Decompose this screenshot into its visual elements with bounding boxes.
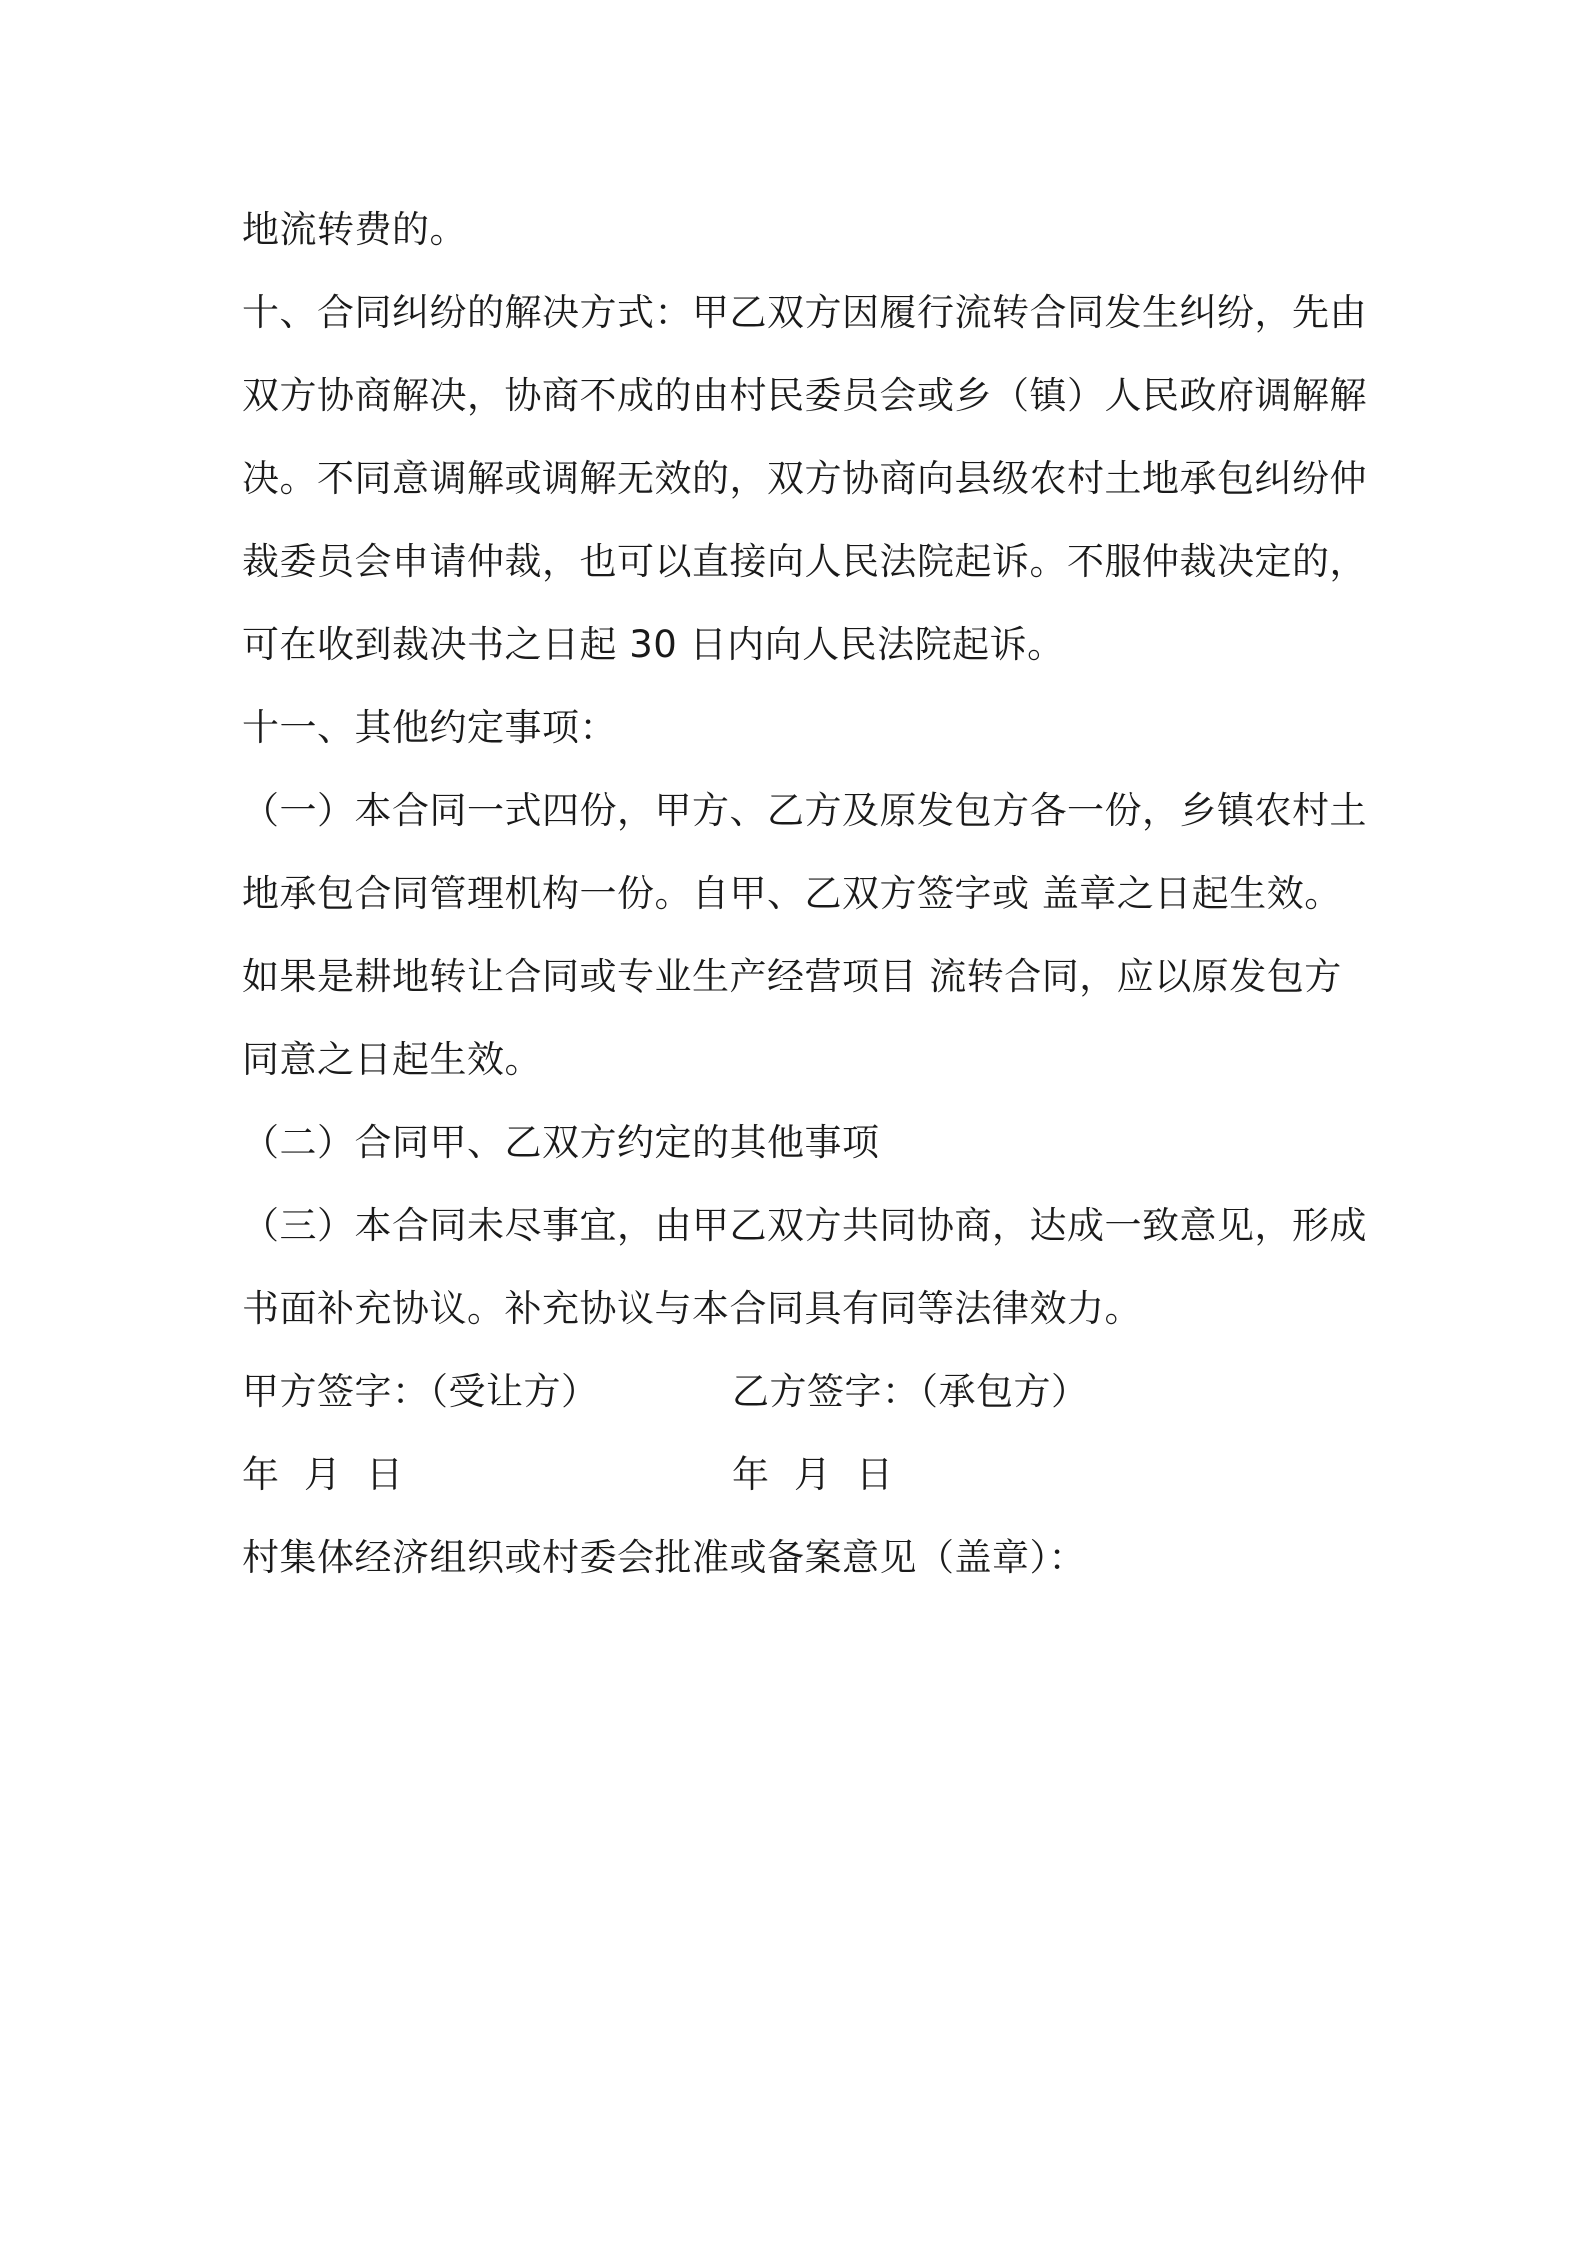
- text-line-10: 如果是耕地转让合同或专业生产经营项目 流转合同，应以原发包方: [242, 955, 1342, 998]
- text-line-3: 双方协商解决，协商不成的由村民委员会或乡（镇）人民政府调解解: [242, 374, 1367, 417]
- party-a-signature-label: 甲方签字：（受让方）: [242, 1370, 599, 1413]
- party-b-signature-label: 乙方签字：（承包方）: [732, 1370, 1089, 1413]
- text-line-13: （三）本合同未尽事宜，由甲乙双方共同协商，达成一致意见，形成: [242, 1204, 1367, 1247]
- party-b-date: 年 月 日: [732, 1453, 894, 1496]
- text-line-2: 十、合同纠纷的解决方式：甲乙双方因履行流转合同发生纠纷，先由: [242, 291, 1367, 334]
- text-line-14: 书面补充协议。补充协议与本合同具有同等法律效力。: [242, 1287, 1142, 1330]
- text-line-9: 地承包合同管理机构一份。自甲、乙双方签字或 盖章之日起生效。: [242, 872, 1342, 915]
- approval-label: 村集体经济组织或村委会批准或备案意见（盖章）：: [242, 1536, 1086, 1579]
- text-line-1: 地流转费的。: [242, 208, 467, 251]
- text-line-5: 裁委员会申请仲裁，也可以直接向人民法院起诉。不服仲裁决定的，: [242, 540, 1367, 583]
- text-line-7: 十一、其他约定事项：: [242, 706, 617, 749]
- text-line-11: 同意之日起生效。: [242, 1038, 542, 1081]
- text-line-6: 可在收到裁决书之日起 30 日内向人民法院起诉。: [242, 623, 1065, 666]
- text-line-4: 决。不同意调解或调解无效的，双方协商向县级农村土地承包纠纷仲: [242, 457, 1367, 500]
- text-line-12: （二）合同甲、乙双方约定的其他事项: [242, 1121, 880, 1164]
- party-a-date: 年 月 日: [242, 1453, 404, 1496]
- text-line-8: （一）本合同一式四份，甲方、乙方及原发包方各一份，乡镇农村土: [242, 789, 1367, 832]
